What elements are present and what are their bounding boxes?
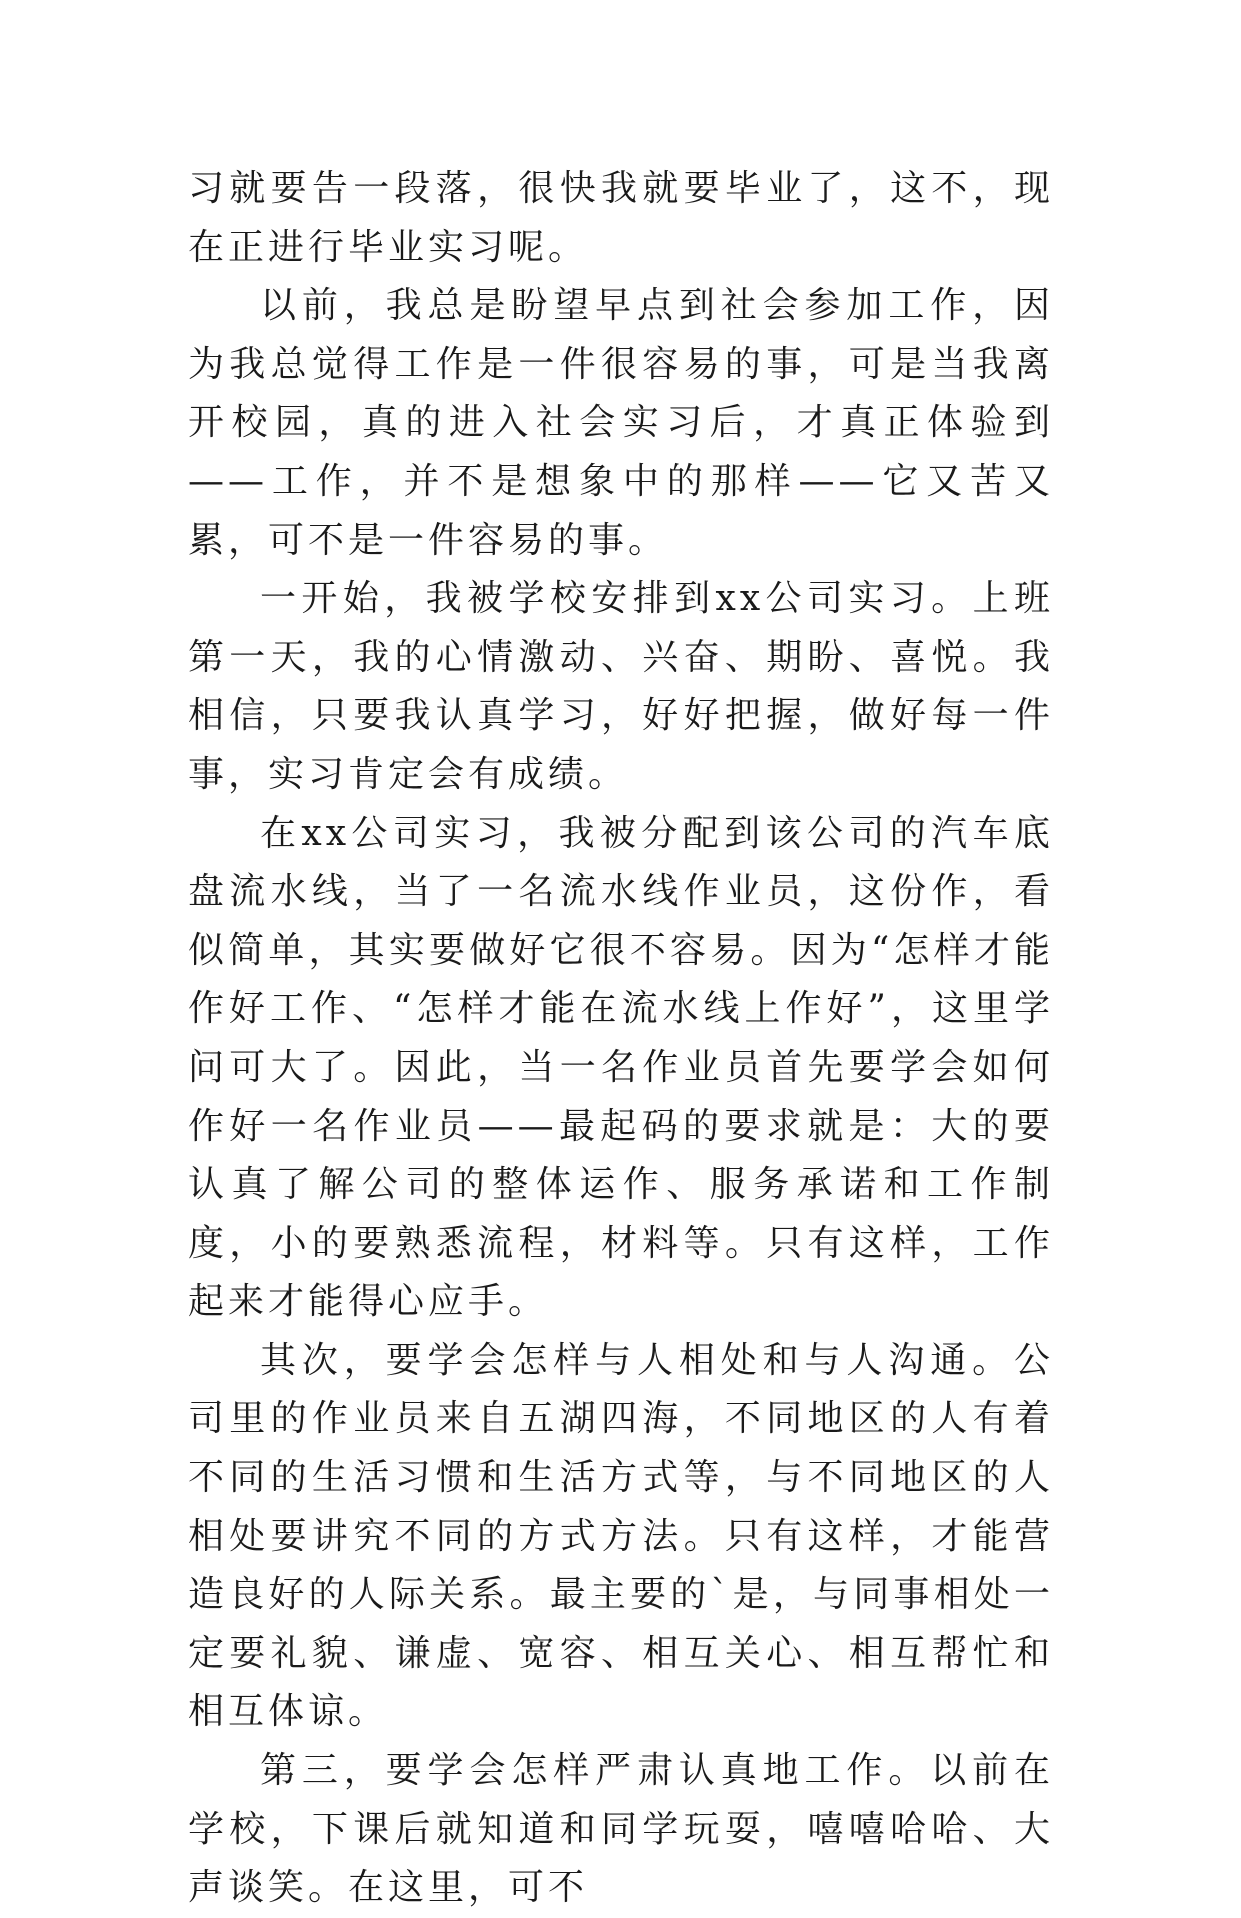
paragraph-4: 在xx公司实习，我被分配到该公司的汽车底盘流水线，当了一名流水线作业员，这份作，看似简单，其实要做好它很不容易。因为“怎样才能作好工作、“怎样才能在流水线上作好”，这里学问可大了。因此，当一名作业员首先要学会如何作好一名作业员——最起码的要求就是：大的要认真了解公司的整体运作、服务承诺和工作制度，小的要熟悉流程，材料等。只有这样，工作起来才能得心应手。 — [188, 812, 1054, 1323]
paragraph-1: 习就要告一段落，很快我就要毕业了，这不，现在正进行毕业实习呢。 — [188, 168, 1054, 268]
paragraph-3: 一开始，我被学校安排到xx公司实习。上班第一天，我的心情激动、兴奋、期盼、喜悦。我相信，只要我认真学习，好好把握，做好每一件事，实习肯定会有成绩。 — [188, 578, 1054, 795]
paragraph-6: 第三，要学会怎样严肃认真地工作。以前在学校，下课后就知道和同学玩耍，嘻嘻哈哈、大声谈笑。在这里，可不 — [188, 1750, 1054, 1909]
document-body — [188, 160, 1054, 1918]
paragraph-5: 其次，要学会怎样与人相处和与人沟通。公司里的作业员来自五湖四海，不同地区的人有着不同的生活习惯和生活方式等，与不同地区的人相处要讲究不同的方式方法。只有这样，才能营造良好的人际关系。最主要的`是，与同事相处一定要礼貌、谦虚、宽容、相互关心、相互帮忙和相互体谅。 — [188, 1339, 1054, 1733]
paragraph-2: 以前，我总是盼望早点到社会参加工作，因为我总觉得工作是一件很容易的事，可是当我离开校园，真的进入社会实习后，才真正体验到——工作，并不是想象中的那样——它又苦又累，可不是一件容易的事。 — [188, 285, 1054, 561]
